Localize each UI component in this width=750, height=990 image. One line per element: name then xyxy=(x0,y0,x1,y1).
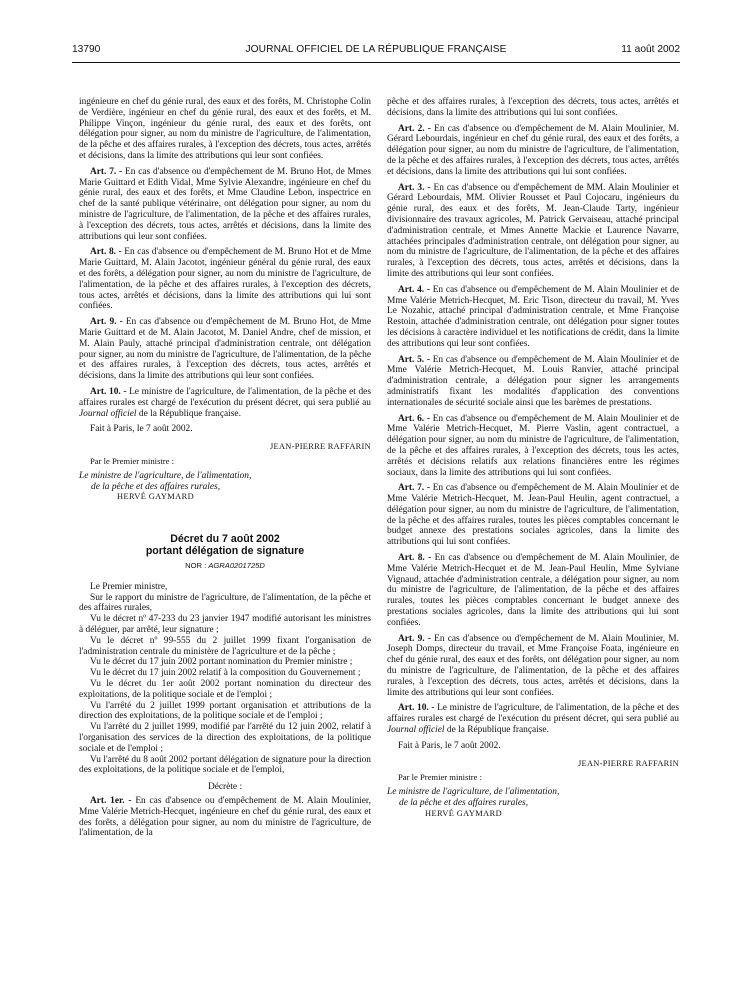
minister-name: HERVÉ GAYMARD xyxy=(425,808,503,818)
visa-rapport: Sur le rapport du ministre de l'agriculture, de l'alimentation, de la pêche et des affaires rurales, xyxy=(79,592,371,614)
article-label: Art. 10. - xyxy=(398,703,435,714)
article-label: Art. 2. - xyxy=(398,123,431,134)
article-2 xyxy=(387,124,679,178)
article-label: Art. 6. - xyxy=(398,413,430,424)
minister-line-1: Le ministre de l'agriculture, de l'alimentation, xyxy=(387,787,560,798)
article-text: En cas d'absence ou d'empêchement de M. Bruno Hot, de Mmes Marie Guittard et Edith Vidal, Mme Sylvie Alexandre, ingénieure en chef du génie rural, des eaux et des forêts, et Mme Claudine Lebon, inspectrice en chef de la santé publique vétérinaire, ont délégation pour signer, au nom du ministre de l'agriculture, de l'alimentation, de la pêche et des affaires rurales, à l'exception des décrets, tous actes, arrêtés et décisions, dans la limite des attributions qui leur sont confiées. xyxy=(79,166,371,242)
decree-title-line-1: Décret du 7 août 2002 xyxy=(170,533,280,546)
visa-arrete-services: Vu l'arrêté du 2 juillet 1999, modifié par l'arrêté du 12 juin 2002, relatif à l'organisation des services de la direction des exploitations, de la politique sociale et de l'emploi ; xyxy=(79,722,371,754)
article-label: Art. 9. - xyxy=(90,317,123,328)
article-label: Art. 8. - xyxy=(398,553,432,564)
article-label: Art. 9. - xyxy=(398,633,431,644)
minister-line-2: de la pêche et des affaires rurales, xyxy=(91,481,221,492)
nor-label: NOR : xyxy=(185,561,209,571)
minister-line-2: de la pêche et des affaires rurales, xyxy=(399,798,529,809)
visa-arrete-delegation: Vu l'arrêté du 8 août 2002 portant délégation de signature pour la direction des exploitations, de la politique sociale et de l'emploi, xyxy=(79,754,371,776)
visa-decret-composition: Vu le décret du 17 juin 2002 relatif à la composition du Gouvernement ; xyxy=(90,668,361,679)
article-text: En cas d'absence ou d'empêchement de MM. Alain Moulinier et Gérard Lebourdais, MM. Olivier Rousset et Paul Cojocaru, ingénieurs du génie rural, des eaux et des forêts, M. Jean-Claude Tarty, ingénieur divisionnaire des travaux agricoles, M. Patrick Gervaiseau, attaché principal d'administration centrale, et Mmes Annette Mackie et Laurence Navarre, attachées principales d'administration centrale, ont délégation pour signer, au nom du ministre de l'agriculture, de l'alimentation, de la pêche et des affaires rurales, à l'exception des décrets, tous actes, arrêtés et décisions, dans la limite des attributions qui leur sont confiées. xyxy=(387,182,679,279)
fait-a-paris: Fait à Paris, le 7 août 2002. xyxy=(90,424,193,435)
decrete: Décrète : xyxy=(207,782,243,793)
article-6 xyxy=(387,414,679,479)
minister-name: HERVÉ GAYMARD xyxy=(117,492,195,502)
article-label: Art. 1er. - xyxy=(90,796,132,807)
article-4 xyxy=(387,285,679,350)
article-text: En cas d'absence ou d'empêchement de M. Bruno Hot et de Mme Marie Guittard, M. Alain Jacotot, ingénieur général du génie rural, des eaux et des forêts, a délégation pour signer, au nom du ministre de l'agriculture, de l'alimentation, de la pêche et des affaires rurales, à l'exception des décrets, tous actes, arrêtés et décisions, dans la limite des attributions qui lui sont confiées. xyxy=(79,247,371,312)
nor-reference xyxy=(79,561,371,572)
decree-title xyxy=(79,533,371,557)
nor-code: AGRA0201725D xyxy=(208,561,265,571)
journal-name: Journal officiel xyxy=(387,725,445,736)
article-text: En cas d'absence ou d'empêchement de M. Alain Moulinier et de Mme Valérie Metrich-Hecquet, M. Louis Ranvier, attaché principal d'administration centrale, a délégation pour signer les arrangements administratifs fixant les modalités d'application des conventions internationales de sécurité sociale ainsi que les barèmes de prestations. xyxy=(387,354,679,408)
journal-title: JOURNAL OFFICIEL DE LA RÉPUBLIQUE FRANÇAISE xyxy=(245,44,507,55)
article-text: En cas d'absence ou d'empêchement de M. Alain Moulinier, M. Gérard Lebourdais, ingénieur en chef du génie rural, des eaux et des forêts, a délégation pour signer, au nom du ministre de l'agriculture, de l'alimentation, de la pêche et des affaires rurales, à l'exception des décrets, tous actes, arrêtés et décisions, dans la limite des attributions qui lui sont confiées. xyxy=(387,123,679,177)
article-label: Art. 5. - xyxy=(398,354,430,365)
article-9 xyxy=(387,634,679,699)
article-text: En cas d'absence ou d'empêchement de M. Alain Moulinier, Mme Valérie Metrich-Hecquet, ingénieure en chef du génie rural, des eaux et des forêts, a délégation pour signer, au nom du ministre de l'agriculture, de l'alimentation, de la xyxy=(79,796,371,839)
signatory-name: JEAN-PIERRE RAFFARIN xyxy=(269,442,371,452)
article-text: En cas d'absence ou d'empêchement de M. Alain Moulinier et de Mme Valérie Metrich-Hecquet, M. Jean-Paul Heulin, agent contractuel, a délégation pour signer, au nom du ministre de l'agriculture, de l'alimentation, de la pêche et des affaires rurales, toutes les pièces comptables concernant le budget annexe des prestations sociales agricoles, dans la limite des attributions qui lui sont confiées. xyxy=(387,483,679,548)
visa-decret-1947: Vu le décret nº 47-233 du 23 janvier 1947 modifié autorisant les ministres à déléguer, par arrêté, leur signature ; xyxy=(79,614,371,636)
article-text: En cas d'absence ou d'empêchement de M. Alain Moulinier et de Mme Valérie Metrich-Hecquet, M. Pierre Vaslin, agent contractuel, a délégation pour signer, au nom du ministre de l'agriculture, de l'alimentation, de la pêche et des affaires rurales, à l'exception des décrets, tous les actes, arrêtés et décisions relatifs aux relations financières entre les régimes sociaux, dans la limite des attributions qui lui sont confiées. xyxy=(387,413,679,478)
journal-name: Journal officiel xyxy=(79,408,137,419)
article-label: Art. 4. - xyxy=(398,284,430,295)
article-text-end: de la République française. xyxy=(444,725,549,736)
minister-block xyxy=(387,787,679,819)
premier-ministre: Le Premier ministre, xyxy=(90,581,168,592)
article-label: Art. 7. - xyxy=(90,166,123,177)
left-column xyxy=(79,97,371,839)
par-le-premier-ministre: Par le Premier ministre : xyxy=(90,455,175,466)
article-5 xyxy=(387,355,679,409)
article-text: En cas d'absence ou d'empêchement de M. Alain Moulinier et de Mme Valérie Metrich-Hecquet, M. Eric Tison, directeur du travail, M. Yves Le Nozahic, attaché principal d'administration centrale, et Mme Françoise Restoin, attachée d'administration centrale, ont délégation pour signer toutes les décisions à caractère individuel et les notifications de crédit, dans la limite des attributions qui leur sont confiées. xyxy=(387,284,679,349)
article-text-end: de la République française. xyxy=(136,408,241,419)
article-label: Art. 7. - xyxy=(398,483,430,494)
page-header xyxy=(72,44,680,60)
fait-a-paris: Fait à Paris, le 7 août 2002. xyxy=(398,740,501,751)
header-rule xyxy=(72,62,680,63)
article-10 xyxy=(79,387,371,419)
article-8 xyxy=(387,553,679,629)
signatory-name: JEAN-PIERRE RAFFARIN xyxy=(577,758,679,768)
article-label: Art. 3. - xyxy=(398,182,431,193)
page-number: 13790 xyxy=(72,44,101,55)
right-column xyxy=(387,97,679,820)
visa-decret-1999: Vu le décret nº 99-555 du 2 juillet 1999 fixant l'organisation de l'administration centrale du ministère de l'agriculture et de la pêche ; xyxy=(79,635,371,657)
visa-decret-directeur: Vu le décret du 1er août 2002 portant nomination du directeur des exploitations, de la politique sociale et de l'emploi ; xyxy=(79,679,371,700)
visa-arrete-organisation: Vu l'arrêté du 2 juillet 1999 portant organisation et attributions de la direction des exploitations, de la politique sociale et de l'emploi ; xyxy=(79,700,371,722)
article-label: Art. 8. - xyxy=(90,247,122,258)
paragraph-continuation: ingénieure en chef du génie rural, des eaux et des forêts, M. Christophe Colin de Verdière, ingénieur en chef du génie rural, des eaux et des forêts, et M. Philippe Vinçon, ingénieur du génie rural, des eaux et des forêts, ont délégation pour signer, au nom du ministre de l'agriculture, de l'alimentation, de la pêche et des affaires rurales, à l'exception des décrets, tous actes, arrêtés et décisions, dans la limite des attributions qui leur sont confiées. xyxy=(79,97,371,161)
article-label: Art. 10. - xyxy=(90,386,127,397)
article-7 xyxy=(387,483,679,548)
decree-title-line-2: portant délégation de signature xyxy=(145,545,305,558)
article-text: En cas d'absence ou d'empêchement de M. Alain Moulinier, M. Joseph Domps, directeur du travail, et Mme Françoise Foata, ingénieure en chef du génie rural, des eaux et des forêts, ont délégation pour signer, au nom du ministre de l'agriculture, de l'alimentation, de la pêche et des affaires rurales, à l'exception des décrets, tous actes, arrêtés et décisions, dans la limite des attributions qui leur sont confiées. xyxy=(387,633,679,698)
article-text: En cas d'absence ou d'empêchement de M. Alain Moulinier, de Mme Valérie Metrich-Hecquet et de M. Jean-Paul Heulin, Mme Sylviane Vignaud, attachée d'administration centrale, a délégation pour signer, au nom du ministre de l'agriculture, de l'alimentation, de la pêche et des affaires rurales, toutes les pièces comptables concernant le budget annexe des prestations sociales agricoles, dans la limite des attributions qui lui sont confiées. xyxy=(387,553,679,628)
minister-line-1: Le ministre de l'agriculture, de l'alimentation, xyxy=(79,470,252,481)
paragraph-continuation: pêche et des affaires rurales, à l'exception des décrets, tous actes, arrêtés et décisions, dans la limite des attributions qui lui sont confiées. xyxy=(387,97,679,118)
article-9 xyxy=(79,317,371,382)
article-7 xyxy=(79,167,371,243)
minister-block xyxy=(79,471,371,503)
article-3 xyxy=(387,183,679,280)
article-10 xyxy=(387,703,679,735)
article-text: En cas d'absence ou d'empêchement de M. Bruno Hot, de Mme Marie Guittard et de M. Alain Jacotot, M. Daniel Andre, chef de mission, et M. Alain Pauly, attaché principal d'administration centrale, ont délégation pour signer, au nom du ministre de l'agriculture, de l'alimentation, de la pêche et des affaires rurales, à l'exception des décrets, tous actes, arrêtés et décisions, dans la limite des attributions qui leur sont confiées. xyxy=(79,317,371,382)
article-8 xyxy=(79,247,371,312)
visa-decret-nomination: Vu le décret du 17 juin 2002 portant nomination du Premier ministre ; xyxy=(90,657,353,668)
article-1 xyxy=(79,796,371,839)
article-text: Le ministre de l'agriculture, de l'alimentation, de la pêche et des affaires rurales est chargé de l'exécution du présent décret, qui sera publié au xyxy=(387,703,679,725)
issue-date: 11 août 2002 xyxy=(621,44,680,55)
par-le-premier-ministre: Par le Premier ministre : xyxy=(398,772,483,783)
article-text: Le ministre de l'agriculture, de l'alimentation, de la pêche et des affaires rurales est chargé de l'exécution du présent décret, qui sera publié au xyxy=(79,386,371,408)
